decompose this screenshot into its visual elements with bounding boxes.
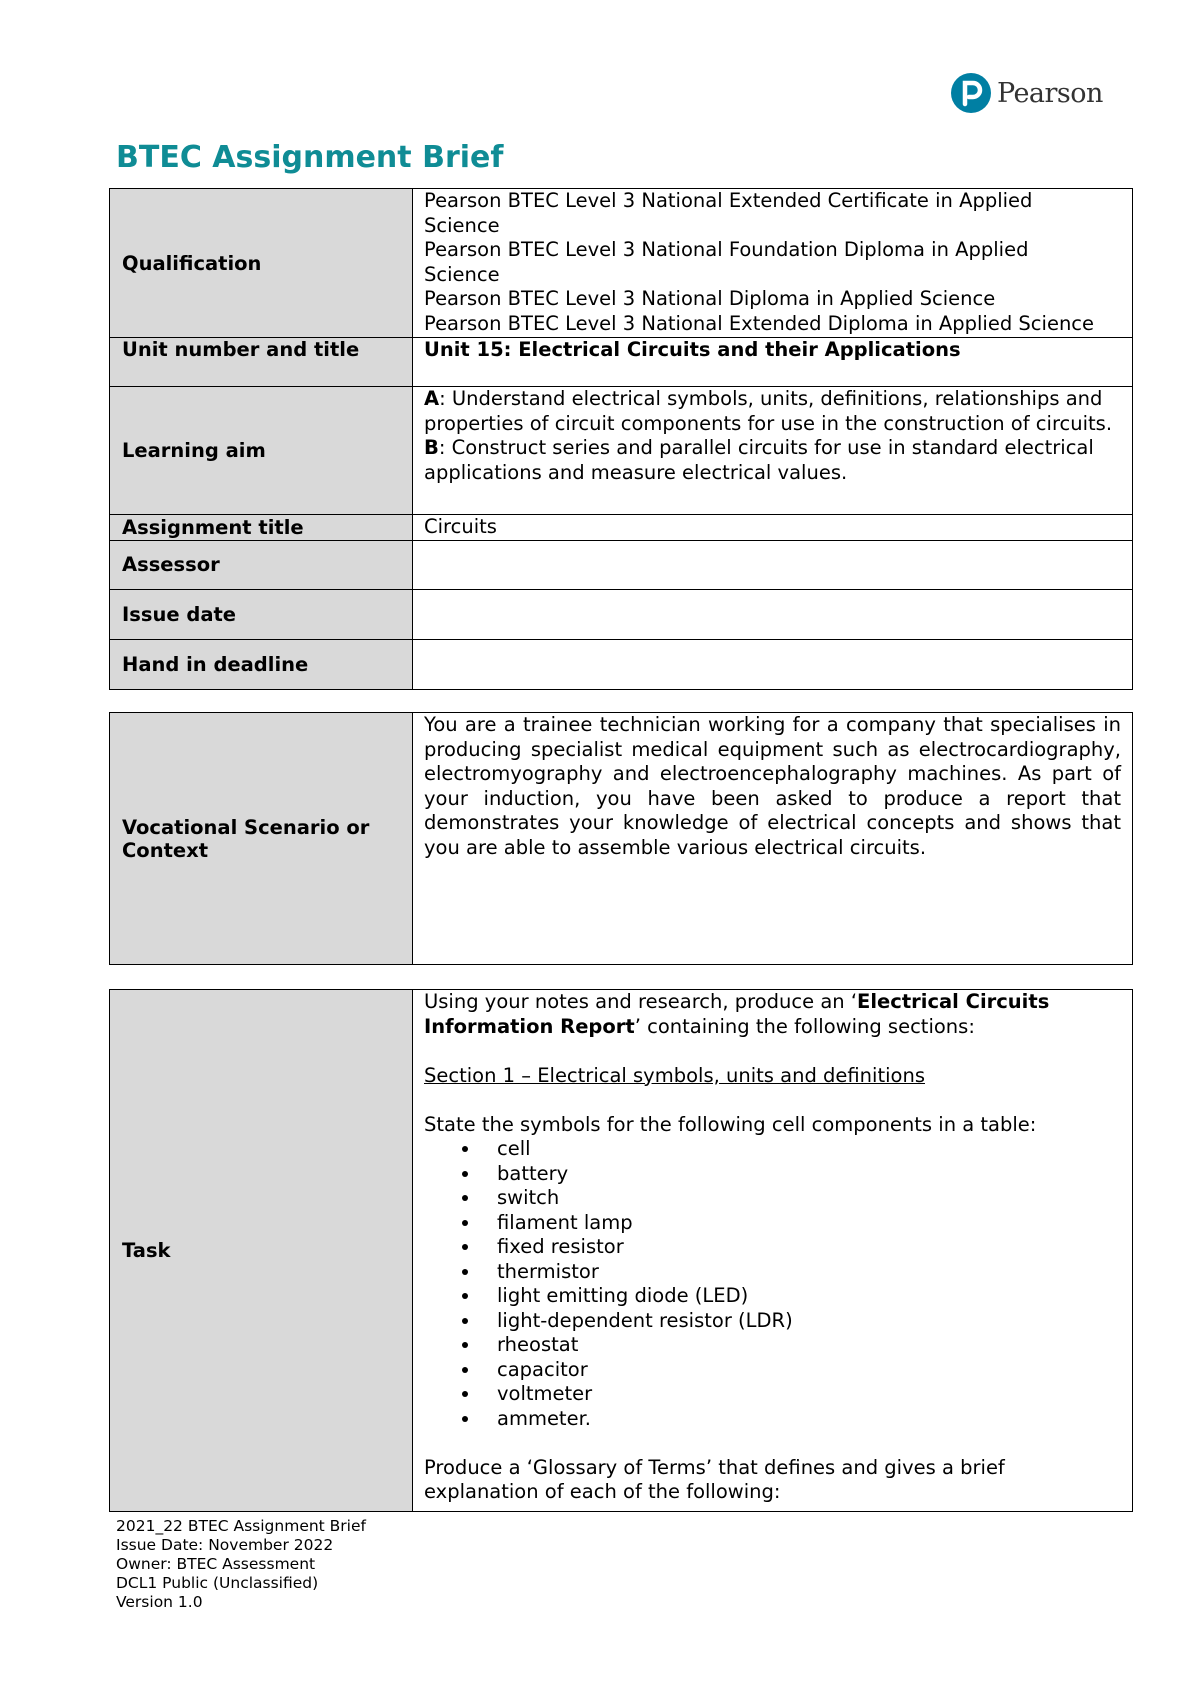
assessor-label: Assessor <box>110 540 413 589</box>
pearson-logo-icon <box>951 73 991 113</box>
list-item: • cell <box>481 1137 1121 1162</box>
scenario-label: Vocational Scenario or Context <box>110 713 413 965</box>
learning-aim-a <box>424 387 1121 436</box>
table-row <box>110 338 1133 387</box>
list-item: • light-dependent resistor (LDR) <box>481 1309 1121 1334</box>
table-row <box>110 515 1133 541</box>
list-item: • filament lamp <box>481 1211 1121 1236</box>
assignment-title-label: Assignment title <box>110 515 413 541</box>
qualification-line: Pearson BTEC Level 3 National Foundation Diploma in Applied <box>424 238 1029 261</box>
qualification-line: Pearson BTEC Level 3 National Extended Certificate in Applied <box>424 189 1033 212</box>
assignment-info-table <box>109 188 1133 690</box>
table-row <box>110 387 1133 515</box>
list-item: • fixed resistor <box>481 1235 1121 1260</box>
spacer <box>424 1431 1121 1456</box>
footer-line: Owner: BTEC Assessment <box>116 1555 316 1573</box>
assessor-value[interactable] <box>413 540 1133 589</box>
spacer <box>424 1039 1121 1064</box>
qualification-value <box>413 189 1133 338</box>
deadline-value[interactable] <box>413 639 1133 689</box>
list-intro: State the symbols for the following cell components in a table: <box>424 1112 1037 1136</box>
unit-value: Unit 15: Electrical Circuits and their Applications <box>413 338 1133 387</box>
report-name: Electrical Circuits Information Report <box>424 990 1050 1038</box>
unit-label: Unit number and title <box>110 338 413 387</box>
list-item: • switch <box>481 1186 1121 1211</box>
table-row <box>110 990 1133 1512</box>
qualification-line: Science <box>424 213 500 237</box>
pearson-logo <box>951 73 1103 113</box>
table-row <box>110 540 1133 589</box>
spacer <box>424 1088 1121 1113</box>
task-label: Task <box>110 990 413 1512</box>
list-item: • capacitor <box>481 1358 1121 1383</box>
aim-a-text: : Understand electrical symbols, units, definitions, relationships and properties of circuit components for use in the construction of circuits. <box>424 387 1113 435</box>
list-item: • rheostat <box>481 1333 1121 1358</box>
issue-date-value[interactable] <box>413 589 1133 639</box>
footer-line: Version 1.0 <box>116 1593 203 1611</box>
learning-aim-b <box>424 436 1121 485</box>
qualification-line: Science <box>424 262 500 286</box>
page-footer <box>116 1517 366 1612</box>
aim-b-key: B <box>424 436 439 459</box>
deadline-label: Hand in deadline <box>110 639 413 689</box>
list-item: • thermistor <box>481 1260 1121 1285</box>
page-title: BTEC Assignment Brief <box>116 140 504 175</box>
assignment-title-value: Circuits <box>413 515 1133 541</box>
aim-a-key: A <box>424 387 440 410</box>
issue-date-label: Issue date <box>110 589 413 639</box>
footer-line: 2021_22 BTEC Assignment Brief <box>116 1517 366 1535</box>
learning-aim-value <box>413 387 1133 515</box>
table-row <box>110 189 1133 338</box>
qualification-line: Pearson BTEC Level 3 National Diploma in Applied Science <box>424 287 996 310</box>
footer-line: Issue Date: November 2022 <box>116 1536 334 1554</box>
section-heading: Section 1 – Electrical symbols, units and definitions <box>424 1063 925 1087</box>
table-row <box>110 589 1133 639</box>
aim-b-text: : Construct series and parallel circuits for use in standard electrical applications and measure electrical values. <box>424 436 1094 484</box>
component-list <box>424 1137 1121 1431</box>
list-item: • battery <box>481 1162 1121 1187</box>
scenario-text: You are a trainee technician working for a company that specialises in producing specialist medical equipment such as electrocardiography, electromyography and electroencephalography machines. As part of your induction, you have been asked to produce a report that demonstrates your knowledge of electrical concepts and shows that you are able to assemble various electrical circuits. <box>413 713 1133 965</box>
task-intro <box>424 990 1121 1039</box>
task-intro-post: ’ containing the following sections: <box>634 1014 975 1038</box>
list-item: • voltmeter <box>481 1382 1121 1407</box>
table-row <box>110 713 1133 965</box>
task-intro-pre: Using your notes and research, produce an ‘ <box>424 990 858 1013</box>
task-table <box>109 989 1133 1512</box>
list-item: • light emitting diode (LED) <box>481 1284 1121 1309</box>
list-item: • ammeter. <box>481 1407 1121 1432</box>
learning-aim-label: Learning aim <box>110 387 413 515</box>
qualification-label: Qualification <box>110 189 413 338</box>
task-content <box>413 990 1133 1512</box>
qualification-line: Pearson BTEC Level 3 National Extended Diploma in Applied Science <box>424 311 1095 335</box>
pearson-wordmark: Pearson <box>997 77 1103 109</box>
table-row <box>110 639 1133 689</box>
glossary-instruction: Produce a ‘Glossary of Terms’ that defines and gives a brief explanation of each of the following: <box>424 1455 1005 1503</box>
footer-line: DCL1 Public (Unclassified) <box>116 1574 319 1592</box>
scenario-table <box>109 712 1133 965</box>
